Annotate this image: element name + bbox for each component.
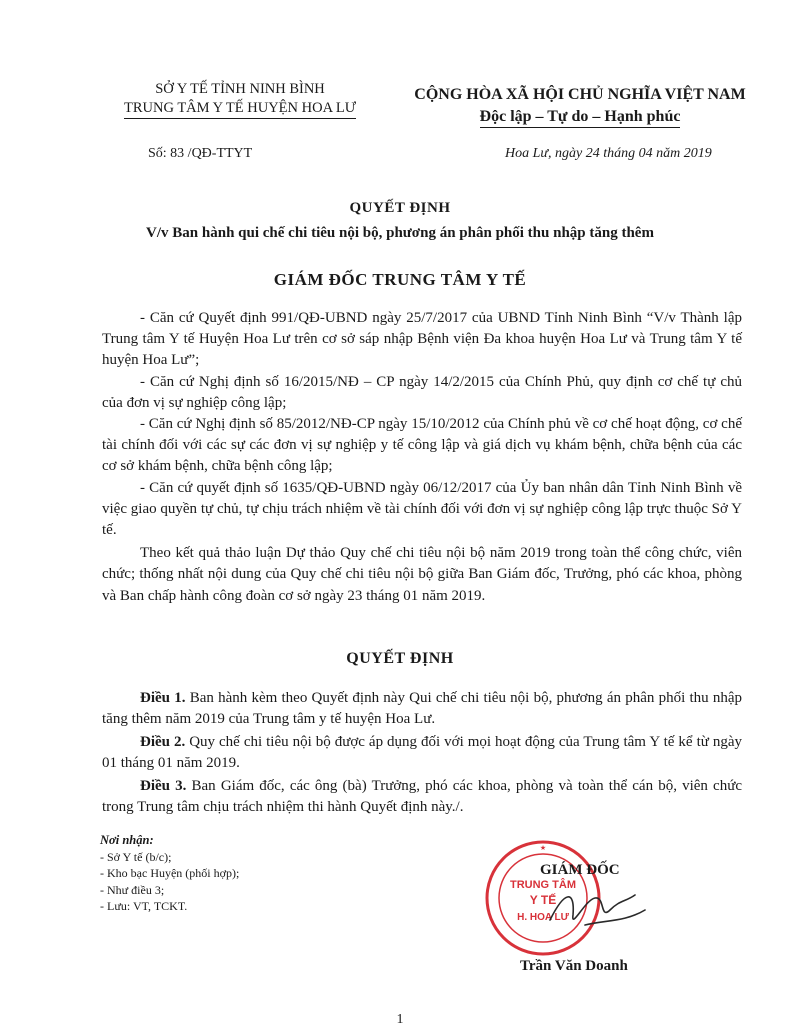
preamble-item: - Căn cứ Nghị định số 16/2015/NĐ – CP ngày 14/2/2015 của Chính Phủ, quy định cơ chế tự chủ của đơn vị sự nghiệp công lập;	[102, 373, 742, 411]
recipient-item: - Sở Y tế (b/c);	[100, 849, 172, 864]
page-number: 1	[396, 1012, 404, 1027]
svg-text:TRUNG TÂM: TRUNG TÂM	[510, 879, 576, 891]
preamble-item: - Căn cứ Nghị định số 85/2012/NĐ-CP ngày 15/10/2012 của Chính phủ về cơ chế hoạt động, cơ chế tài chính đối với các sự các đơn vị sự nghiệp y tế công lập và giá dịch vụ khám bệnh, chữa bệnh của các cơ sở khám bệnh, chữa bệnh công lập;	[102, 416, 742, 475]
article-text: Ban Giám đốc, các ông (bà) Trưởng, phó các khoa, phòng và toàn thể cán bộ, viên chức trong Trung tâm chịu trách nhiệm thi hành Quyết định này./.	[102, 778, 743, 815]
country-name: CỘNG HÒA XÃ HỘI CHỦ NGHĨA VIỆT NAM	[414, 86, 746, 103]
article-label: Điều 3.	[140, 778, 187, 794]
article-label: Điều 1.	[140, 690, 186, 706]
article	[102, 776, 742, 818]
svg-text:H. HOA LƯ: H. HOA LƯ	[517, 912, 569, 923]
preamble-item: - Căn cứ quyết định số 1635/QĐ-UBND ngày 06/12/2017 của Ủy ban nhân dân Tỉnh Ninh Bình về việc giao quyền tự chủ, tự chịu trách nhiệm về tài chính đối với đơn vị sự nghiệp công lập trực thuộc Sở Y tế.	[102, 479, 742, 539]
recipient-item: - Kho bạc Huyện (phối hợp);	[100, 866, 240, 880]
authority-title: GIÁM ĐỐC TRUNG TÂM Y TẾ	[273, 270, 527, 289]
svg-text:Y TẾ: Y TẾ	[529, 893, 557, 907]
decision-title-2: QUYẾT ĐỊNH	[346, 650, 454, 667]
preamble-item: Theo kết quả thảo luận Dự thảo Quy chế chi tiêu nội bộ năm 2019 trong toàn thể công chức, viên chức; thống nhất nội dung của Quy chế chi tiêu nội bộ giữa Ban Giám đốc, Trưởng, phó các khoa, phòng và Ban chấp hành công đoàn cơ sở ngày 23 tháng 01 năm 2019.	[102, 545, 742, 604]
decision-title: QUYẾT ĐỊNH	[349, 200, 451, 216]
issuing-agency	[90, 80, 390, 119]
agency-line-2: TRUNG TÂM Y TẾ HUYỆN HOA LƯ	[124, 99, 356, 119]
document-number: Số: 83 /QĐ-TTYT	[148, 146, 253, 161]
signature-icon	[545, 880, 655, 940]
recipient-item: - Lưu: VT, TCKT.	[100, 899, 188, 913]
signer-name: Trần Văn Doanh	[520, 958, 628, 974]
decision-subject: V/v Ban hành qui chế chi tiêu nội bộ, phương án phân phối thu nhập tăng thêm	[146, 225, 654, 241]
date-line: Hoa Lư, ngày 24 tháng 04 năm 2019	[505, 146, 712, 161]
article-label: Điều 2.	[140, 734, 186, 750]
signer-title: GIÁM ĐỐC	[540, 862, 620, 878]
svg-text:★: ★	[539, 845, 547, 852]
article-text: Ban hành kèm theo Quyết định này Qui chế chi tiêu nội bộ, phương án phân phối thu nhập tăng thêm năm 2019 của Trung tâm y tế huyện Hoa Lư.	[102, 690, 742, 727]
agency-line-1: SỞ Y TẾ TỈNH NINH BÌNH	[155, 81, 325, 97]
recipients-block	[100, 832, 239, 915]
article	[102, 688, 742, 730]
recipient-item: - Như điều 3;	[100, 882, 165, 897]
recipients-heading: Nơi nhận:	[100, 833, 154, 847]
motto-line: Độc lập – Tự do – Hạnh phúc	[480, 107, 681, 128]
article-text: Quy chế chi tiêu nội bộ được áp dụng đối với mọi hoạt động của Trung tâm Y tế kể từ ngày 01 tháng 01 năm 2019.	[102, 734, 743, 771]
articles	[102, 688, 742, 820]
preamble	[102, 308, 742, 607]
article	[102, 732, 742, 774]
preamble-item: - Căn cứ Quyết định 991/QĐ-UBND ngày 25/7/2017 của UBND Tỉnh Ninh Bình “V/v Thành lập Trung tâm Y tế Huyện Hoa Lư trên cơ sở sáp nhập Bệnh viện Đa khoa huyện Hoa Lư và Trung tâm Y tế huyện Hoa Lư”;	[102, 310, 742, 369]
national-motto	[380, 84, 780, 128]
handwritten-signature	[545, 880, 655, 945]
